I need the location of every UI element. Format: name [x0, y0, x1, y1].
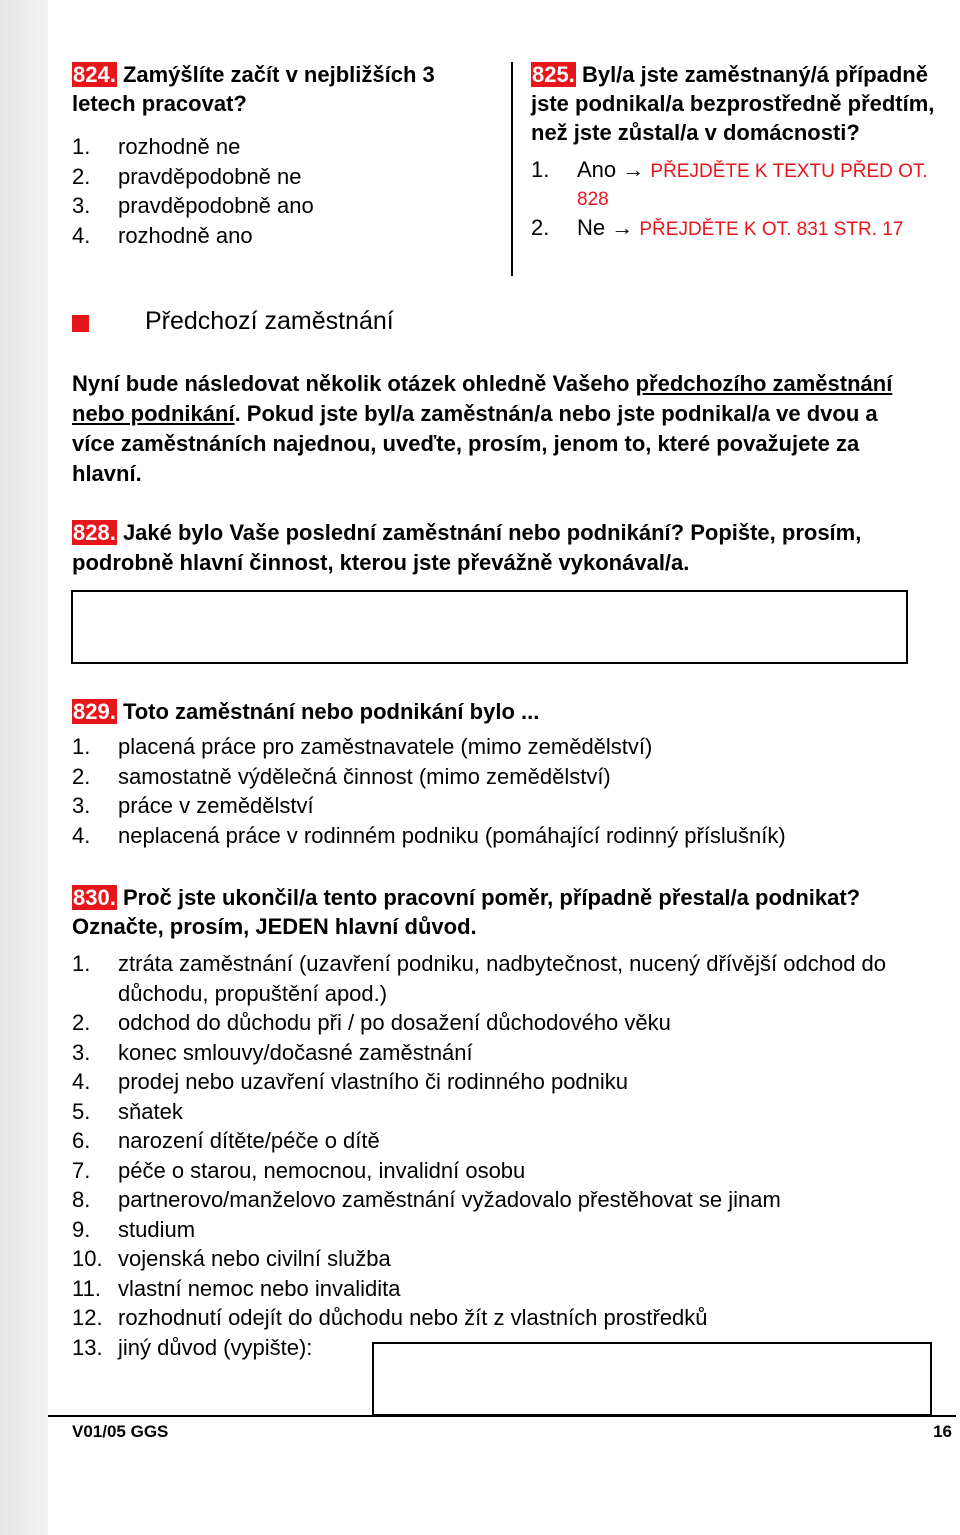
- question-number: 824.: [73, 62, 116, 87]
- option-item[interactable]: 5. sňatek: [72, 1098, 183, 1124]
- option-item[interactable]: 2. samostatně výdělečná činnost (mimo zemědělství): [72, 763, 611, 789]
- question-824: [72, 60, 492, 250]
- arrow-right-icon: →: [611, 215, 634, 240]
- question-number: 825.: [532, 62, 575, 87]
- page-number: 16: [933, 1422, 952, 1441]
- options-list: [72, 949, 932, 1362]
- option-item[interactable]: 4. neplacená práce v rodinném podniku (pomáhající rodinný příslušník): [72, 822, 786, 848]
- question-825: [531, 60, 936, 244]
- option-item[interactable]: 1. Ano → PŘEJDĚTE K TEXTU PŘED OT. 828: [531, 157, 928, 210]
- option-item[interactable]: 9. studium: [72, 1216, 196, 1242]
- question-text: Zamýšlíte začít v nejbližších 3 letech pracovat?: [72, 62, 435, 116]
- left-margin-bar: [0, 0, 48, 1535]
- option-item[interactable]: 12. rozhodnutí odejít do důchodu nebo žít z vlastních prostředků: [72, 1305, 708, 1330]
- option-item[interactable]: 1. rozhodně ne: [72, 134, 241, 159]
- question-text: Jaké bylo Vaše poslední zaměstnání nebo podnikání? Popište, prosím, podrobně hlavní činnost, kterou jste převážně vykonával/a.: [72, 520, 862, 575]
- option-item[interactable]: 11. vlastní nemoc nebo invalidita: [72, 1275, 401, 1301]
- footer-rule: [48, 1415, 956, 1417]
- options-list: [72, 732, 932, 850]
- option-item[interactable]: 1. placená práce pro zaměstnavatele (mimo zemědělství): [72, 734, 653, 759]
- option-item[interactable]: 6. narození dítěte/péče o dítě: [72, 1128, 380, 1153]
- question-text: Toto zaměstnání nebo podnikání bylo ...: [116, 699, 540, 724]
- section-marker-icon: [72, 315, 89, 332]
- skip-instruction: PŘEJDĚTE K OT. 831 STR. 17: [639, 219, 904, 240]
- question-text: Proč jste ukončil/a tento pracovní poměr, případně přestal/a podnikat? Označte, prosím, JEDEN hlavní důvod.: [72, 885, 861, 939]
- option-item[interactable]: 8. partnerovo/manželovo zaměstnání vyžadovalo přestěhovat se jinam: [72, 1187, 781, 1212]
- answer-box-830-other[interactable]: [372, 1342, 932, 1416]
- options-list: [531, 157, 936, 244]
- question-829: [72, 697, 932, 850]
- option-item[interactable]: 10. vojenská nebo civilní služba: [72, 1246, 391, 1271]
- question-number: 828.: [73, 520, 116, 545]
- option-item[interactable]: 7. péče o starou, nemocnou, invalidní osobu: [72, 1157, 526, 1183]
- option-item[interactable]: 4. rozhodně ano: [72, 222, 253, 248]
- option-item[interactable]: 3. konec smlouvy/dočasné zaměstnání: [72, 1039, 473, 1065]
- question-number: 830.: [73, 885, 116, 910]
- answer-box-828[interactable]: [71, 590, 908, 664]
- option-item[interactable]: 3. práce v zemědělství: [72, 793, 314, 818]
- option-item[interactable]: 13. jiný důvod (vypište):: [72, 1334, 313, 1360]
- column-divider: [511, 62, 513, 276]
- intro-text: Nyní bude následovat několik otázek ohledně Vašeho předchozího zaměstnání nebo podnikání. Pokud jste byl/a zaměstnán/a nebo jste podnikal/a ve dvou a více zaměstnáních najednou, uveďte, prosím, jenom to, které považujete za hlavní.: [72, 371, 893, 486]
- option-item[interactable]: 1. ztráta zaměstnání (uzavření podniku, nadbytečnost, nucený dřívější odchod do důchodu, propuštění apod.): [72, 951, 887, 1006]
- skip-instruction: PŘEJDĚTE K TEXTU PŘED OT. 828: [577, 161, 928, 210]
- question-text: Byl/a jste zaměstnaný/á případně jste podnikal/a bezprostředně předtím, než jste zůstal/a v domácnosti?: [531, 62, 935, 145]
- footer-code: V01/05 GGS: [72, 1422, 169, 1441]
- question-number: 829.: [73, 699, 116, 724]
- option-item[interactable]: 2. Ne → PŘEJDĚTE K OT. 831 STR. 17: [531, 215, 904, 240]
- option-item[interactable]: 3. pravděpodobně ano: [72, 193, 314, 218]
- option-item[interactable]: 4. prodej nebo uzavření vlastního či rodinného podniku: [72, 1069, 629, 1094]
- arrow-right-icon: →: [622, 157, 645, 182]
- question-828: [72, 518, 932, 578]
- section-title: Předchozí zaměstnání: [145, 307, 394, 335]
- option-item[interactable]: 2. pravděpodobně ne: [72, 163, 302, 189]
- question-830: [72, 883, 932, 1362]
- option-item[interactable]: 2. odchod do důchodu při / po dosažení důchodového věku: [72, 1010, 671, 1035]
- options-list: [72, 132, 492, 250]
